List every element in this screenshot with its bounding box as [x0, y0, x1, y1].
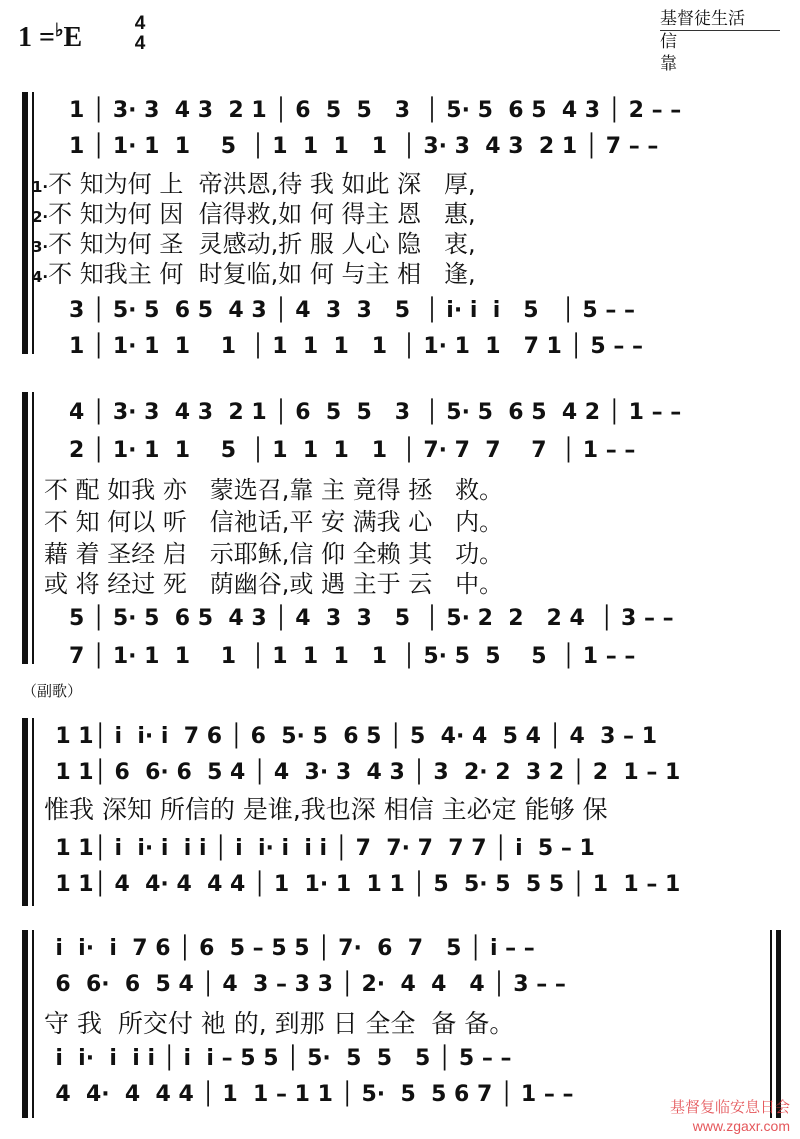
staff-line-bass: 1 1│ 4 4· 4 4 4 │ 1 1· 1 1 1 │ 5 5· 5 5 5 │ 1 1 – 1 — [40, 872, 681, 897]
staff-line-alto: 6 6· 6 5 4 │ 4 3 – 3 3 │ 2· 4 4 4 │ 3 – – — [40, 972, 566, 997]
chorus-lyric: 守 我 所交付 祂 的, 到那 日 全全 备 备。 — [44, 1009, 515, 1038]
watermark-url: www.zgaxr.com — [692, 1118, 790, 1134]
system-bracket — [22, 718, 28, 906]
staff-line-alto: 1 1│ 6 6· 6 5 4 │ 4 3· 3 4 3 │ 3 2· 2 3 2 │ 2 1 – 1 — [40, 760, 681, 785]
system-bracket-thin — [32, 930, 34, 1118]
meter-bottom: 4 — [134, 33, 146, 54]
lyric-verse-1: 不 配 如我 亦 蒙选召,靠 主 竟得 拯 救。 — [44, 476, 504, 504]
source-author: 信靠 — [660, 32, 737, 73]
staff-line-tenor: i i· i i i │ i i – 5 5 │ 5· 5 5 5 │ 5 – – — [40, 1046, 512, 1071]
staff-line-soprano: i i· i 7 6 │ 6 5 – 5 5 │ 7· 6 7 5 │ i – – — [40, 936, 535, 961]
chorus-lyric: 惟我 深知 所信的 是谁,我也深 相信 主必定 能够 保 — [44, 795, 608, 824]
lyric-verse-2: 2·不 知为何 因 信得救,如 何 得主 恩 惠, — [32, 200, 476, 228]
staff-line-soprano: 1 1│ i i· i 7 6 │ 6 5· 5 6 5 │ 5 4· 4 5 4 │ 4 3 – 1 — [40, 724, 657, 749]
lyric-verse-4: 或 将 经过 死 荫幽谷,或 遇 主于 云 中。 — [44, 570, 504, 598]
system-bracket — [22, 930, 28, 1118]
staff-line-soprano: 4 │ 3· 3 4 3 2 1 │ 6 5 5 3 │ 5· 5 6 5 4 2 │ 1 – – — [46, 400, 682, 425]
flat-icon: ♭ — [54, 20, 64, 40]
system-bracket — [22, 392, 28, 664]
key-prefix: 1 = — [18, 22, 55, 53]
watermark — [670, 1099, 790, 1135]
staff-line-alto: 1 │ 1· 1 1 5 │ 1 1 1 1 │ 3· 3 4 3 2 1 │ 7 – – — [46, 134, 659, 159]
lyric-verse-3: 3·不 知为何 圣 灵感动,折 服 人心 隐 衷, — [32, 230, 476, 258]
lyric-verse-1: 1·不 知为何 上 帝洪恩,待 我 如此 深 厚, — [32, 170, 476, 198]
key-signature — [18, 20, 82, 54]
lyric-verse-3: 藉 着 圣经 启 示耶稣,信 仰 全赖 其 功。 — [44, 540, 504, 568]
lyric-verse-4: 4·不 知我主 何 时复临,如 何 与主 相 逢, — [32, 260, 476, 288]
final-barline-thin — [770, 930, 772, 1118]
staff-line-tenor: 1 1│ i i· i i i │ i i· i i i │ 7 7· 7 7 7 │ i 5 – 1 — [40, 836, 595, 861]
key-letter: E — [63, 22, 83, 53]
staff-line-alto: 2 │ 1· 1 1 5 │ 1 1 1 1 │ 7· 7 7 7 │ 1 – – — [46, 438, 636, 463]
time-signature — [130, 14, 150, 54]
staff-line-tenor: 5 │ 5· 5 6 5 4 3 │ 4 3 3 5 │ 5· 2 2 2 4 │ 3 – – — [46, 606, 674, 631]
system-bracket — [22, 92, 28, 354]
final-barline-thick — [776, 930, 781, 1118]
source-title: 基督徒生活 — [660, 8, 780, 31]
system-bracket-thin — [32, 392, 34, 664]
chorus-label: （副歌） — [22, 683, 83, 700]
staff-line-tenor: 3 │ 5· 5 6 5 4 3 │ 4 3 3 5 │ i· i i 5 │ 5 – – — [46, 298, 636, 323]
system-bracket-thin — [32, 718, 34, 906]
source-info — [660, 8, 780, 75]
lyric-verse-2: 不 知 何以 听 信祂话,平 安 满我 心 内。 — [44, 508, 504, 536]
staff-line-bass: 7 │ 1· 1 1 1 │ 1 1 1 1 │ 5· 5 5 5 │ 1 – – — [46, 644, 636, 669]
staff-line-bass: 4 4· 4 4 4 │ 1 1 – 1 1 │ 5· 5 5 6 7 │ 1 – – — [40, 1082, 574, 1107]
staff-line-soprano: 1 │ 3· 3 4 3 2 1 │ 6 5 5 3 │ 5· 5 6 5 4 3 │ 2 – – — [46, 98, 682, 123]
meter-top: 4 — [134, 13, 146, 34]
watermark-site-name: 基督复临安息日会 — [669, 1099, 790, 1116]
staff-line-bass: 1 │ 1· 1 1 1 │ 1 1 1 1 │ 1· 1 1 7 1 │ 5 – – — [46, 334, 644, 359]
